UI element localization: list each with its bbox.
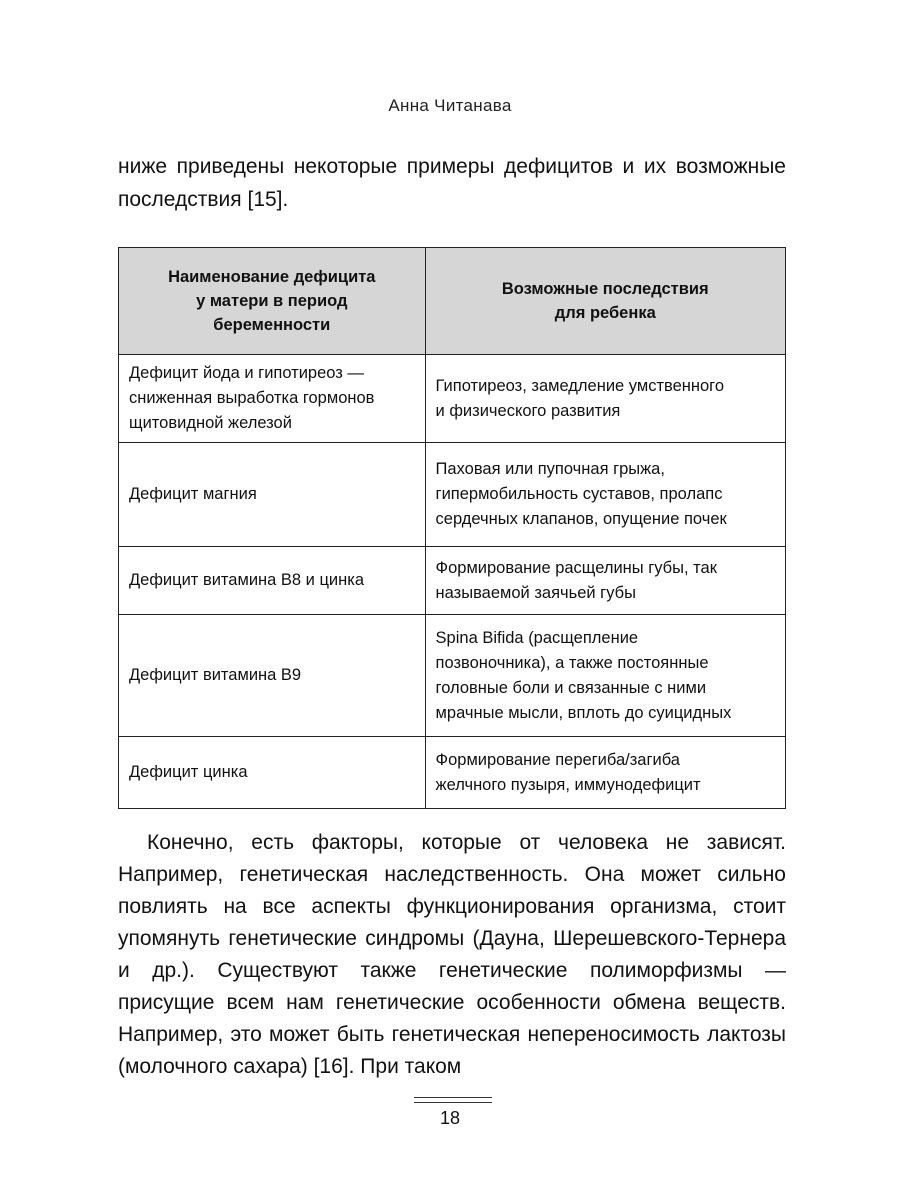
deficit-table (118, 247, 786, 809)
consequence-cell: Spina Bifida (расщепление позвоночника), а также постоянные головные боли и связанные с ними мрачные мысли, вплоть до суицидных (425, 615, 785, 737)
table-row (119, 737, 786, 809)
footer-rule (414, 1097, 492, 1103)
deficit-cell: Дефицит витамина В9 (119, 615, 426, 737)
deficit-cell: Дефицит йода и гипотиреоз — сниженная выработка гормонов щитовидной железой (119, 355, 426, 443)
page-number: 18 (439, 1108, 461, 1128)
deficit-cell: Дефицит витамина В8 и цинка (119, 547, 426, 615)
consequence-cell: Паховая или пупочная грыжа, гипермобильность суставов, пролапс сердечных клапанов, опущение почек (425, 443, 785, 547)
consequence-cell: Формирование расщелины губы, так называемой заячьей губы (425, 547, 785, 615)
consequence-cell: Гипотиреоз, замедление умственного и физического развития (425, 355, 785, 443)
deficit-cell: Дефицит цинка (119, 737, 426, 809)
table-header-row (119, 248, 786, 355)
body-paragraph: Конечно, есть факторы, которые от человека не зависят. Например, генетическая наследственность. Она может сильно повлиять на все аспекты функционирования организма, стоит упомянуть генетические синдромы (Дауна, Шерешевского-Тернера и др.). Существуют также генетические полиморфизмы — присущие всем нам генетические особенности обмена веществ. Например, это может быть генетическая непереносимость лактозы (молочного сахара) [16]. При таком (118, 831, 786, 1078)
table-row (119, 443, 786, 547)
running-title: Анна Читанава (388, 96, 512, 115)
table-row (119, 355, 786, 443)
header-deficit: Наименование дефицита у матери в период беременности (119, 248, 426, 355)
table-row (119, 547, 786, 615)
consequence-cell: Формирование перегиба/загиба желчного пузыря, иммунодефицит (425, 737, 785, 809)
intro-text (118, 150, 786, 216)
header-consequences: Возможные последствия для ребенка (425, 248, 785, 355)
body-text (118, 827, 786, 1083)
table-row (119, 615, 786, 737)
intro-paragraph: ниже приведены некоторые примеры дефицитов и их возможные последствия [15]. (118, 155, 786, 211)
deficit-cell: Дефицит магния (119, 443, 426, 547)
